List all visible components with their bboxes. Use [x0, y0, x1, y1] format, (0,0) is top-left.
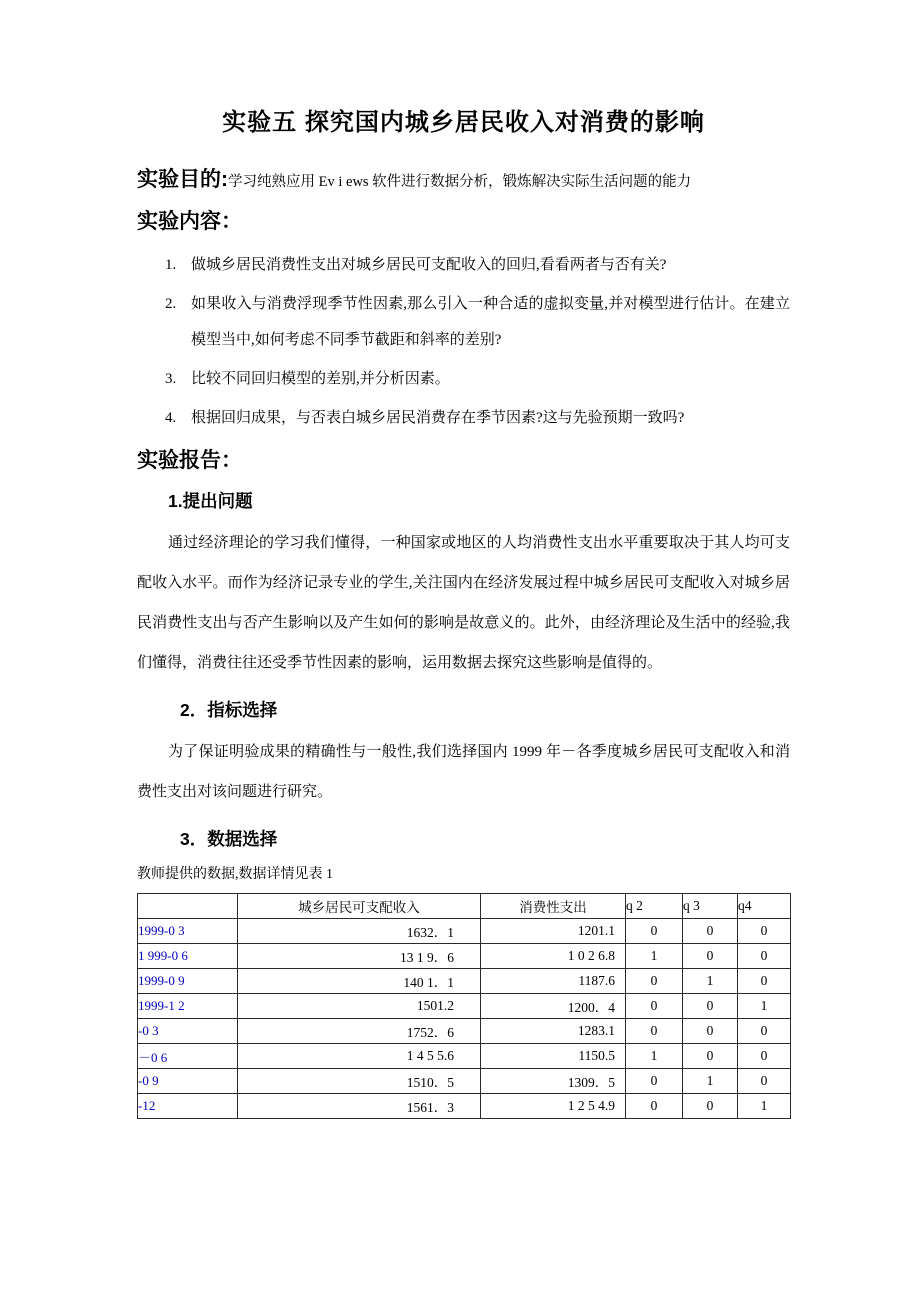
header-q3: q 3: [683, 894, 738, 919]
q4-cell: 0: [738, 969, 791, 994]
data-table: [137, 893, 791, 1119]
section-2-paragraph: 为了保证明验成果的精确性与一般性,我们选择国内 1999 年－各季度城乡居民可支配收入和消费性支出对该问题进行研究。: [137, 744, 790, 800]
list-item-number: 2.: [165, 296, 177, 312]
income-cell: 1561．3: [238, 1094, 481, 1119]
header-income: 城乡居民可支配收入: [238, 894, 481, 919]
expense-cell: 1187.6: [481, 969, 626, 994]
q2-cell: 0: [626, 994, 683, 1019]
section-heading-2: 2．指标选择: [180, 700, 278, 720]
table-row: [138, 994, 791, 1019]
purpose-line: [137, 163, 790, 193]
list-item: [165, 286, 790, 358]
row-label-cell: 1999-0 3: [138, 919, 238, 944]
list-item-text: 比较不同回归模型的差别,并分析因素。: [191, 371, 450, 387]
income-cell: 1 4 5 5.6: [238, 1044, 481, 1069]
row-label-cell: -0 3: [138, 1019, 238, 1044]
q3-cell: 0: [683, 1044, 738, 1069]
q2-cell: 0: [626, 1019, 683, 1044]
list-item-number: 3.: [165, 371, 177, 387]
table-caption: 教师提供的数据,数据详情见表 1: [137, 867, 333, 882]
table-row: [138, 919, 791, 944]
q4-cell: 0: [738, 1044, 791, 1069]
content-label: 实验内容：: [137, 210, 242, 233]
list-item-text: 如果收入与消费浮现季节性因素,那么引入一种合适的虚拟变量,并对模型进行估计。在建立模型当中,如何考虑不同季节截距和斜率的差别?: [191, 296, 790, 348]
table-row: [138, 969, 791, 994]
q4-cell: 0: [738, 1019, 791, 1044]
row-label-cell: 1999-0 9: [138, 969, 238, 994]
table-row: [138, 1019, 791, 1044]
q2-cell: 1: [626, 944, 683, 969]
list-item: [165, 247, 790, 283]
q4-cell: 0: [738, 1069, 791, 1094]
q2-cell: 0: [626, 1069, 683, 1094]
purpose-label: 实验目的:: [137, 168, 228, 191]
q2-cell: 1: [626, 1044, 683, 1069]
expense-cell: 1283.1: [481, 1019, 626, 1044]
expense-cell: 1201.1: [481, 919, 626, 944]
q3-cell: 0: [683, 919, 738, 944]
header-empty: [138, 894, 238, 919]
q2-cell: 0: [626, 1094, 683, 1119]
table-row: [138, 944, 791, 969]
row-label-cell: 1 999-0 6: [138, 944, 238, 969]
header-q2: q 2: [626, 894, 683, 919]
row-label-cell: 1999-1 2: [138, 994, 238, 1019]
expense-cell: 1 0 2 6.8: [481, 944, 626, 969]
section-heading-3: 3．数据选择: [180, 829, 278, 849]
data-table-body: [138, 919, 791, 1119]
q3-cell: 0: [683, 1019, 738, 1044]
income-cell: 1510．5: [238, 1069, 481, 1094]
purpose-text: 学习纯熟应用 Ev i ews 软件进行数据分析，锻炼解决实际生活问题的能力: [228, 174, 692, 190]
report-label: 实验报告：: [137, 449, 242, 472]
table-header-row: [138, 894, 791, 919]
q3-cell: 1: [683, 969, 738, 994]
income-cell: 1752．6: [238, 1019, 481, 1044]
q3-cell: 1: [683, 1069, 738, 1094]
header-q4: q4: [738, 894, 791, 919]
income-cell: 1632．1: [238, 919, 481, 944]
list-item-number: 1.: [165, 257, 177, 273]
q4-cell: 0: [738, 944, 791, 969]
q3-cell: 0: [683, 1094, 738, 1119]
section-1-paragraph: 通过经济理论的学习我们懂得，一种国家或地区的人均消费性支出水平重要取决于其人均可支配收入水平。而作为经济记录专业的学生,关注国内在经济发展过程中城乡居民可支配收入对城乡居民消费性支出与否产生影响以及产生如何的影响是故意义的。此外，由经济理论及生活中的经验,我们懂得，消费往往还受季节性因素的影响，运用数据去探究这些影响是值得的。: [137, 535, 790, 671]
list-item: [165, 400, 790, 436]
income-cell: 13 1 9．6: [238, 944, 481, 969]
list-item: [165, 361, 790, 397]
expense-cell: 1 2 5 4.9: [481, 1094, 626, 1119]
q3-cell: 0: [683, 944, 738, 969]
table-row: [138, 1069, 791, 1094]
section-heading-1: 1.提出问题: [168, 491, 253, 511]
list-item-number: 4.: [165, 410, 177, 426]
data-table-header: [138, 894, 791, 919]
table-row: [138, 1094, 791, 1119]
header-expense: 消费性支出: [481, 894, 626, 919]
document-title: 实验五 探究国内城乡居民收入对消费的影响: [222, 109, 705, 136]
table-row: [138, 1044, 791, 1069]
q4-cell: 0: [738, 919, 791, 944]
q2-cell: 0: [626, 919, 683, 944]
expense-cell: 1150.5: [481, 1044, 626, 1069]
list-item-text: 做城乡居民消费性支出对城乡居民可支配收入的回归,看看两者与否有关?: [191, 257, 667, 273]
content-list: [137, 247, 790, 436]
row-label-cell: -0 9: [138, 1069, 238, 1094]
list-item-text: 根据回归成果，与否表白城乡居民消费存在季节因素?这与先验预期一致吗?: [191, 410, 685, 426]
q4-cell: 1: [738, 1094, 791, 1119]
income-cell: 140 1．1: [238, 969, 481, 994]
q3-cell: 0: [683, 994, 738, 1019]
income-cell: 1501.2: [238, 994, 481, 1019]
row-label-cell: -12: [138, 1094, 238, 1119]
expense-cell: 1200．4: [481, 994, 626, 1019]
expense-cell: 1309．5: [481, 1069, 626, 1094]
row-label-cell: －0 6: [138, 1044, 238, 1069]
q4-cell: 1: [738, 994, 791, 1019]
q2-cell: 0: [626, 969, 683, 994]
